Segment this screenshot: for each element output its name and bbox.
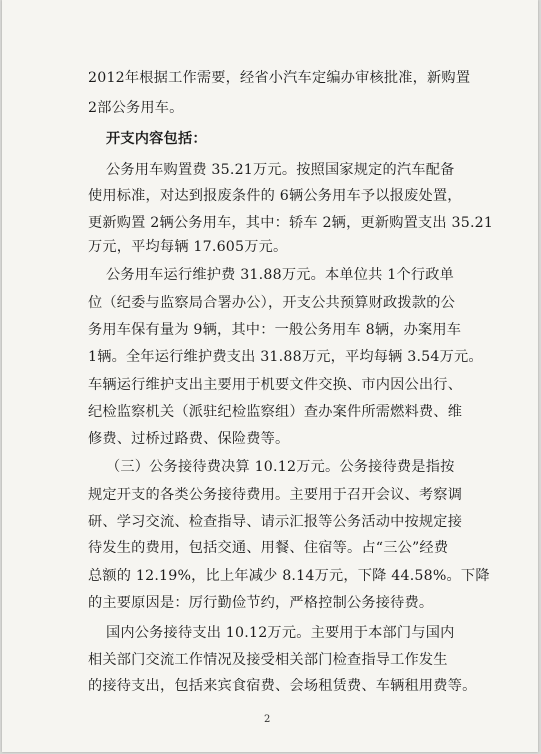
text-line: 位（纪委与监察局合署办公），开支公共预算财政拨款的公	[88, 295, 455, 311]
section-heading: 开支内容包括：	[106, 131, 207, 147]
text-line: 更新购置 2辆公务用车，其中：轿车 2辆，更新购置支出 35.21	[88, 215, 494, 231]
text-line: 2012年根据工作需要，经省小汽车定编办审核批准，新购置	[88, 70, 471, 86]
text-line: 总额的 12.19%，比上年减少 8.14万元，下降 44.58%。下降	[88, 568, 490, 584]
text-line: 纪检监察机关（派驻纪检监察组）查办案件所需燃料费、维	[88, 404, 463, 420]
text-line: 万元，平均每辆 17.605万元。	[88, 239, 288, 255]
text-line: （三）公务接待费决算 10.12万元。公务接待费是指按	[106, 459, 455, 475]
text-line: 相关部门交流工作情况及接受相关部门检查指导工作发生	[88, 652, 448, 668]
text-line: 国内公务接待支出 10.12万元。主要用于本部门与国内	[106, 625, 455, 641]
text-line: 2部公务用车。	[88, 100, 184, 116]
text-line: 的主要原因是：厉行勤俭节约，严格控制公务接待费。	[88, 595, 434, 611]
text-line: 公务用车运行维护费 31.88万元。本单位共 1个行政单	[106, 267, 455, 283]
text-line: 使用标准，对达到报废条件的 6辆公务用车予以报废处置，	[88, 188, 462, 204]
text-line: 1辆。全年运行维护费支出 31.88万元，平均每辆 3.54万元。	[88, 349, 483, 365]
text-line: 车辆运行维护支出主要用于机要文件交换、市内因公出行、	[88, 377, 463, 393]
text-line: 公务用车购置费 35.21万元。按照国家规定的汽车配备	[106, 162, 455, 178]
text-line: 务用车保有量为 9辆，其中：一般公务用车 8辆，办案用车	[88, 322, 462, 338]
document-page	[2, 0, 538, 752]
text-line: 的接待支出，包括来宾食宿费、会场租赁费、车辆租用费等。	[88, 678, 477, 694]
page-number: 2	[264, 714, 271, 725]
text-line: 规定开支的各类公务接待费用。主要用于召开会议、考察调	[88, 487, 463, 503]
text-line: 修费、过桥过路费、保险费等。	[88, 431, 290, 447]
text-line: 待发生的费用，包括交通、用餐、住宿等。占“三公”经费	[88, 540, 449, 556]
text-line: 研、学习交流、检查指导、请示汇报等公务活动中按规定接	[88, 514, 463, 530]
